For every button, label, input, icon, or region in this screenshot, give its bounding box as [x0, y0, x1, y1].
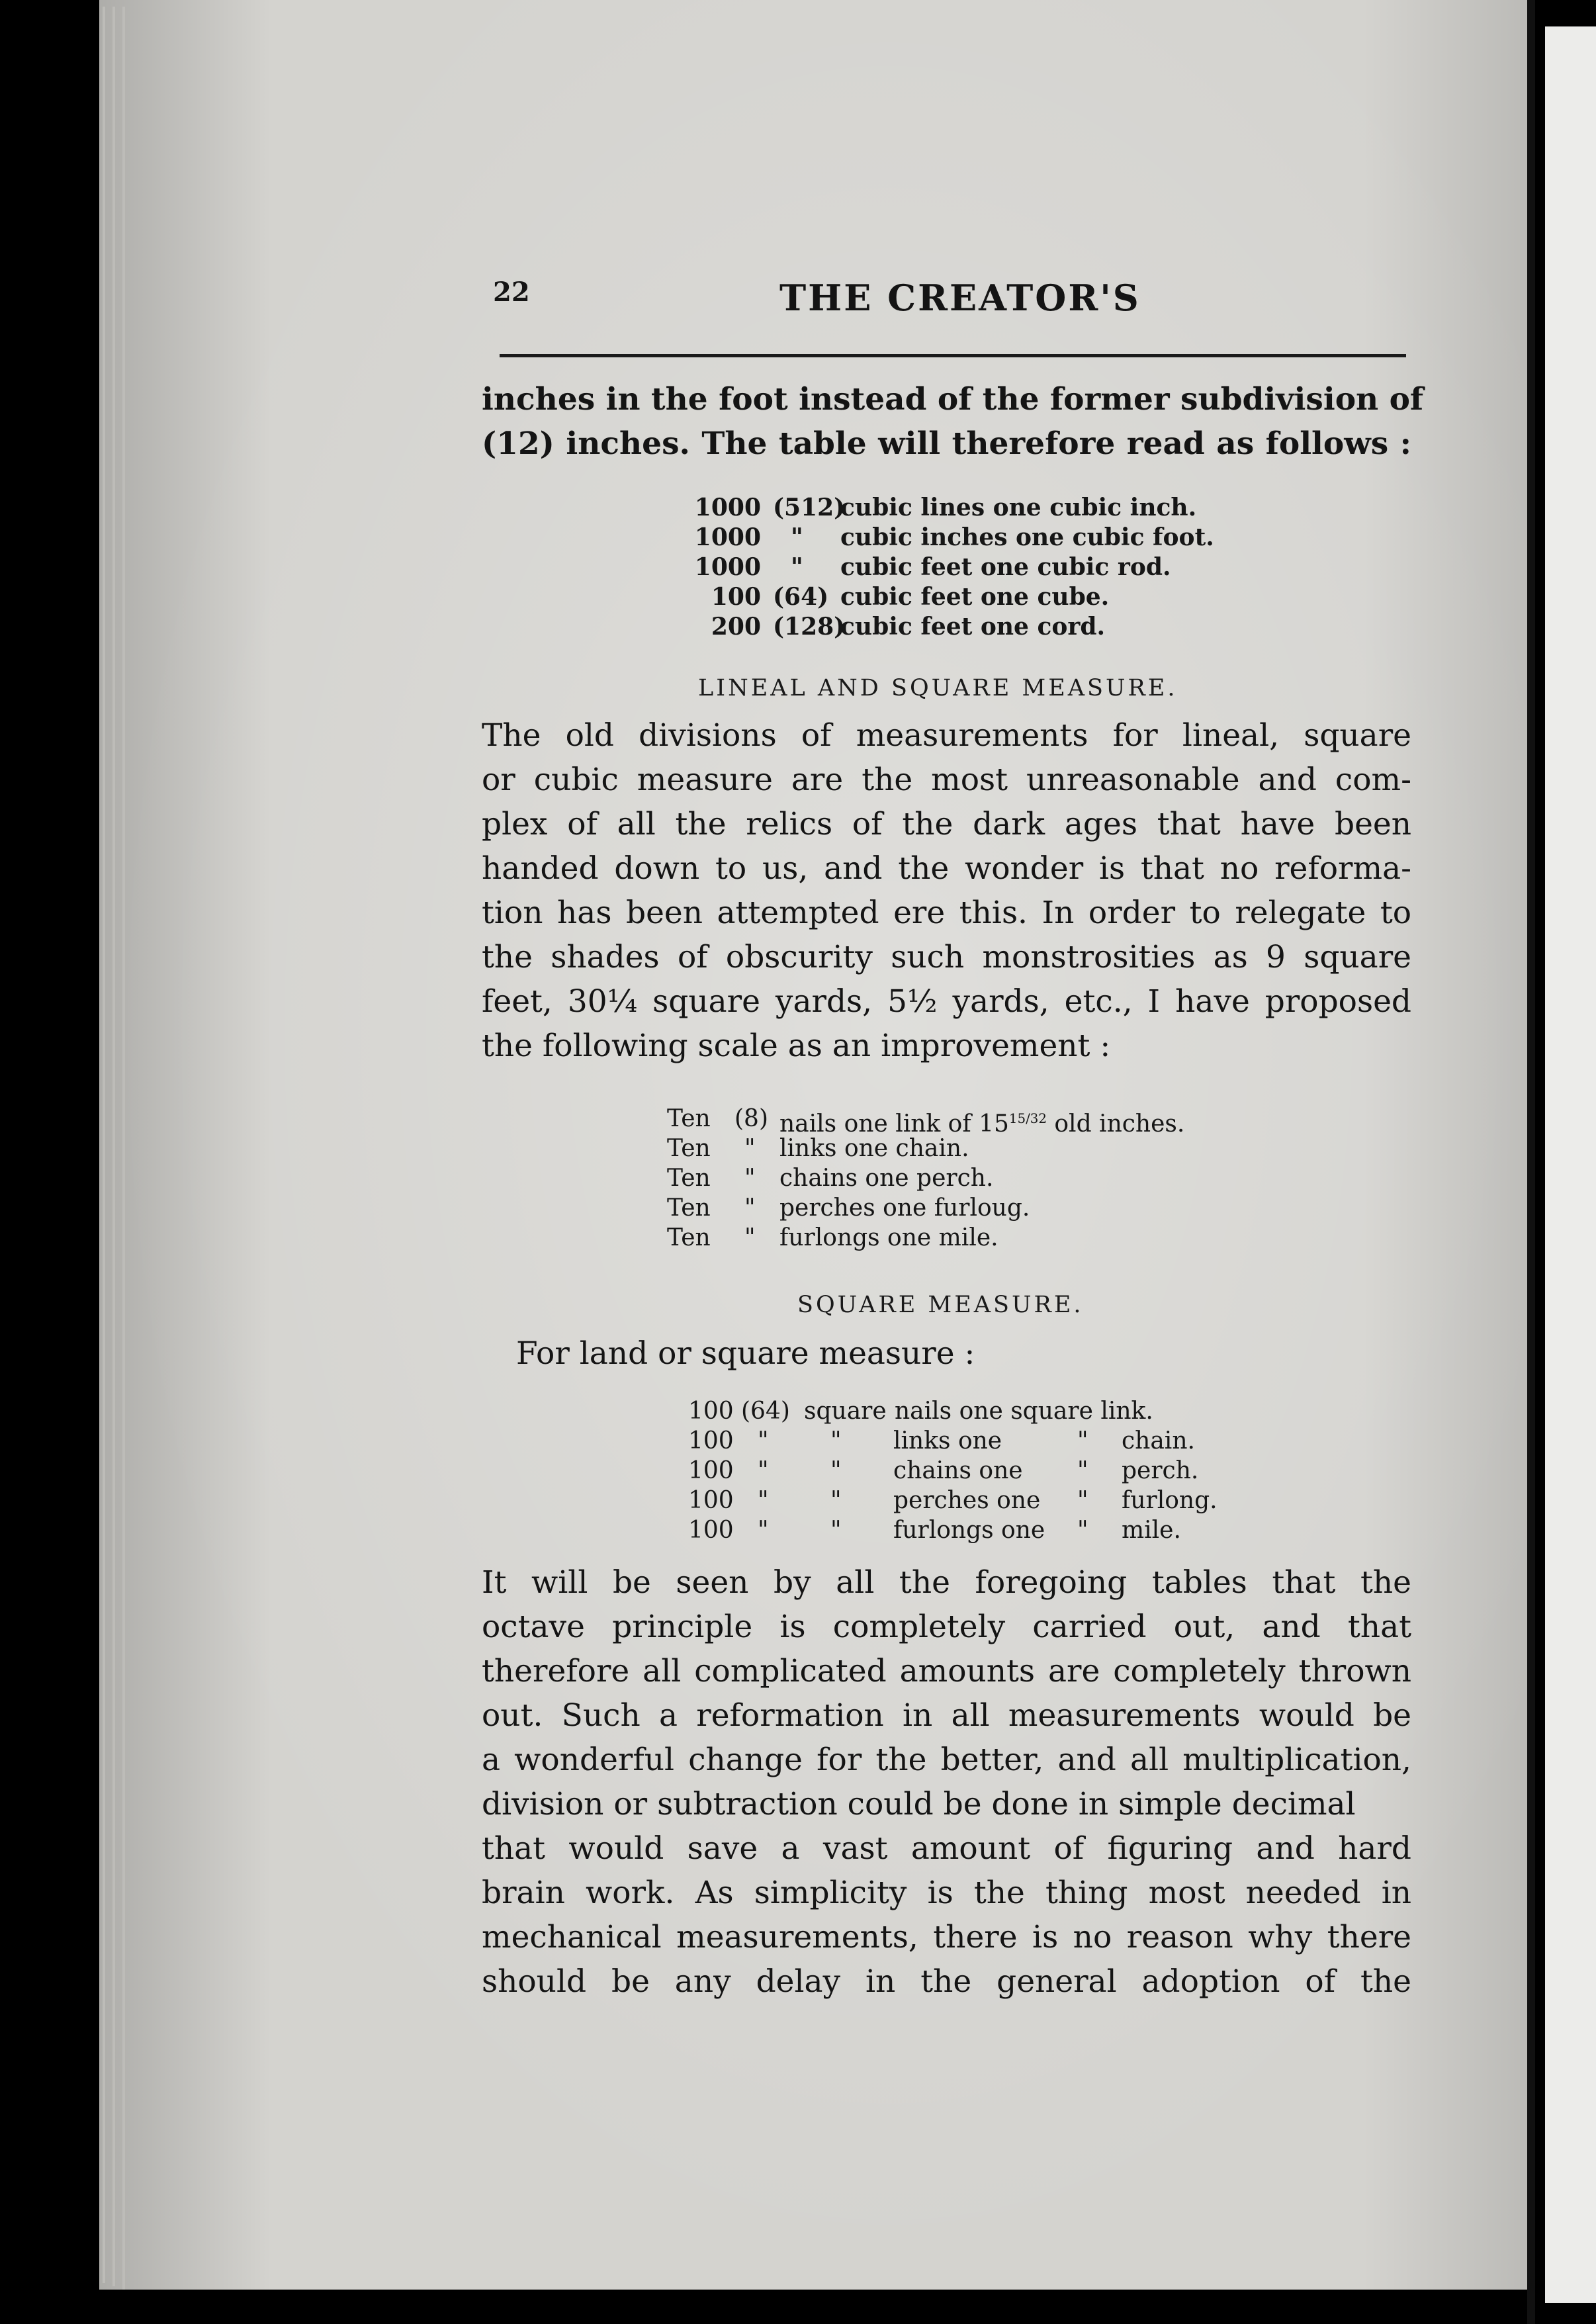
qty: Ten [667, 1165, 711, 1192]
unit-text: links one chain. [779, 1135, 969, 1162]
qty: Ten [667, 1135, 711, 1162]
unit-text: furlong. [1122, 1487, 1218, 1514]
text-line: brain work. As simplicity is the thing most needed in [482, 1875, 1411, 1911]
paragraph-3 [482, 1560, 1411, 2004]
paren: (64) [773, 583, 829, 611]
qty: 100 [688, 1487, 734, 1514]
qty: 100 [688, 1398, 734, 1425]
qty: Ten [667, 1224, 711, 1251]
qty: 1000 [694, 523, 761, 551]
unit-text: furlongs one mile. [779, 1224, 998, 1251]
unit-text: cubic feet one cubic rod. [840, 553, 1171, 581]
ditto: " [830, 1457, 842, 1484]
running-title: THE CREATOR'S [779, 277, 1141, 319]
unit-text: mile. [1122, 1517, 1181, 1544]
facing-page-edge [1545, 26, 1596, 2303]
text-line: that would save a vast amount of figuring and hard [482, 1830, 1411, 1867]
ditto: " [758, 1487, 769, 1514]
section-heading: SQUARE MEASURE. [797, 1292, 1084, 1318]
unit-text-main: nails one link of 15 [779, 1110, 1009, 1138]
page-number: 22 [493, 277, 530, 308]
fraction: 15/32 [1008, 1111, 1047, 1126]
ditto: " [1077, 1457, 1088, 1484]
ditto: " [1077, 1487, 1088, 1514]
ditto: " [744, 1165, 756, 1192]
ditto: " [744, 1224, 756, 1251]
qty: Ten [667, 1194, 711, 1222]
qty: 1000 [694, 553, 761, 581]
unit-text: cubic inches one cubic foot. [840, 523, 1214, 551]
qty: 200 [711, 613, 761, 641]
text-line: a wonderful change for the better, and all multiplication, [482, 1742, 1411, 1778]
unit-text: nails one square link. [895, 1398, 1153, 1425]
qty: 100 [688, 1517, 734, 1544]
text-line: division or subtraction could be done in simple decimal [482, 1786, 1356, 1822]
paren: (8) [734, 1105, 768, 1132]
text-line: tion has been attempted ere this. In order to relegate to [482, 895, 1411, 931]
lead-line: For land or square measure : [516, 1335, 975, 1372]
unit-text: links one [893, 1427, 1002, 1454]
page-edge [103, 7, 105, 2283]
unit-text: furlongs one [893, 1517, 1045, 1544]
qty: Ten [667, 1105, 711, 1132]
text-line: plex of all the relics of the dark ages that have been [482, 806, 1411, 842]
page-edge [122, 7, 125, 2290]
unit-text: cubic feet one cord. [840, 613, 1106, 641]
page-edge [112, 7, 115, 2286]
unit-text: chains one [893, 1457, 1023, 1484]
unit-text: square [804, 1398, 887, 1425]
ditto: " [758, 1427, 769, 1454]
paragraph-1 [482, 377, 1424, 466]
section-heading: LINEAL AND SQUARE MEASURE. [698, 675, 1178, 701]
paren: (128) [773, 613, 846, 641]
ditto: " [830, 1517, 842, 1544]
text-line: the shades of obscurity such monstrosities as 9 square [482, 939, 1411, 975]
ditto: " [791, 523, 803, 551]
text-line: The old divisions of measurements for lineal, square [482, 717, 1411, 754]
text-line: It will be seen by all the foregoing tables that the [482, 1564, 1411, 1601]
text-line: therefore all complicated amounts are completely thrown [482, 1653, 1411, 1689]
unit-text: perches one [893, 1487, 1041, 1514]
ditto: " [791, 553, 803, 581]
unit-text: chains one perch. [779, 1165, 994, 1192]
text-line: (12) inches. The table will therefore read as follows : [482, 425, 1411, 462]
text-line: out. Such a reformation in all measurements would be [482, 1697, 1411, 1734]
text-line: the following scale as an improvement : [482, 1028, 1111, 1064]
unit-text: perch. [1122, 1457, 1199, 1484]
unit-text-tail: old inches. [1046, 1110, 1185, 1138]
text-line: handed down to us, and the wonder is that no reforma- [482, 850, 1411, 887]
unit-text: cubic feet one cube. [840, 583, 1110, 611]
text-line: or cubic measure are the most unreasonable and com- [482, 762, 1411, 798]
qty: 1000 [694, 494, 761, 521]
text-line: mechanical measurements, there is no reason why there [482, 1919, 1411, 1955]
paren: (512) [773, 494, 846, 521]
unit-text: chain. [1122, 1427, 1195, 1454]
qty: 100 [688, 1427, 734, 1454]
unit-text: cubic lines one cubic inch. [840, 494, 1197, 521]
header-rule [500, 354, 1406, 357]
qty: 100 [688, 1457, 734, 1484]
text-line: feet, 30¼ square yards, 5½ yards, etc., I have proposed [482, 983, 1411, 1020]
ditto: " [830, 1487, 842, 1514]
text-line: inches in the foot instead of the former subdivision of [482, 381, 1424, 418]
ditto: " [1077, 1517, 1088, 1544]
paren: (64) [741, 1398, 790, 1425]
ditto: " [744, 1194, 756, 1222]
ditto: " [1077, 1427, 1088, 1454]
text-line: octave principle is completely carried out, and that [482, 1609, 1411, 1645]
paragraph-2 [482, 713, 1411, 1068]
unit-text: perches one furloug. [779, 1194, 1030, 1222]
qty: 100 [711, 583, 761, 611]
ditto: " [758, 1457, 769, 1484]
text-line: should be any delay in the general adoption of the [482, 1963, 1411, 2000]
ditto: " [758, 1517, 769, 1544]
ditto: " [830, 1427, 842, 1454]
ditto: " [744, 1135, 756, 1162]
